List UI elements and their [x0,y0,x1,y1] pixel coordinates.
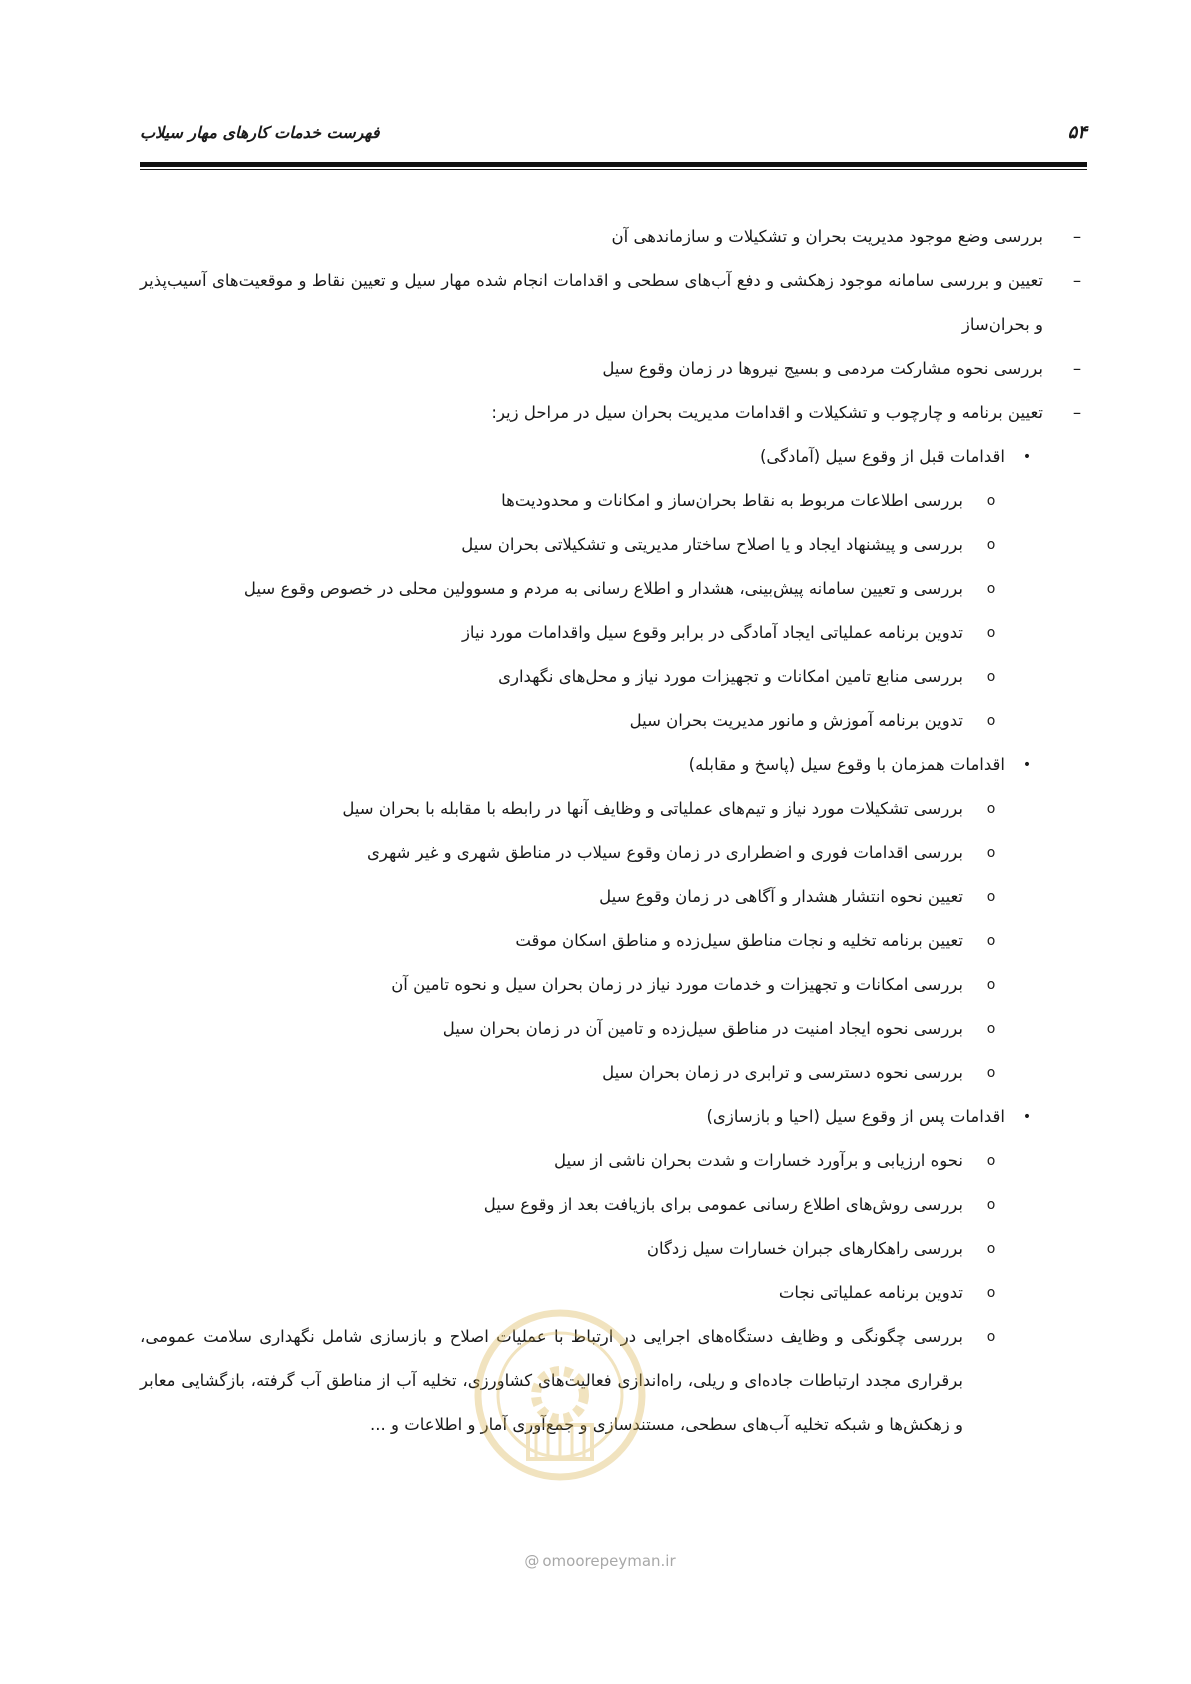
circle-marker: o [986,933,996,949]
circle-marker: o [986,625,996,641]
circle-marker: o [986,845,996,861]
dash-list-item [140,391,1087,435]
list-item-text: بررسی منابع تامین امکانات و تجهیزات مورد نیاز و محل‌های نگهداری [498,667,963,686]
circle-list-item [140,523,1087,567]
header-rule-thick [140,162,1087,167]
bullet-marker: • [1022,449,1032,465]
list-item-text: نحوه ارزیابی و برآورد خسارات و شدت بحران ناشی از سیل [554,1151,963,1170]
list-item-text: اقدامات قبل از وقوع سیل (آمادگی) [759,447,1005,466]
circle-list-item [140,1271,1087,1315]
circle-marker: o [986,537,996,553]
bullet-list-item [140,1095,1087,1139]
list-item-text: بررسی تشکیلات مورد نیاز و تیم‌های عملیاتی و وظایف آنها در رابطه با مقابله با بحران سیل [342,799,963,818]
circle-list-item [140,1051,1087,1095]
circle-list-item [140,1227,1087,1271]
circle-marker: o [986,1241,996,1257]
dash-marker: – [1072,359,1082,378]
list-item-text: تدوین برنامه آموزش و مانور مدیریت بحران سیل [629,711,963,730]
dash-list-item [140,347,1087,391]
list-item-text: تعیین نحوه انتشار هشدار و آگاهی در زمان وقوع سیل [599,887,963,906]
at-icon: @ [524,1552,540,1570]
list-item-text: بررسی و تعیین سامانه پیش‌بینی، هشدار و اطلاع رسانی به مردم و مسوولین محلی در خصوص وقوع سیل [243,579,963,598]
body-content [140,215,1087,1447]
list-item-text: بررسی نحوه ایجاد امنیت در مناطق سیل‌زده و تامین آن در زمان بحران سیل [442,1019,963,1038]
dash-list-item [140,215,1087,259]
circle-marker: o [986,493,996,509]
footer-website-text: omoorepeyman.ir [542,1552,676,1570]
circle-list-item [140,1183,1087,1227]
list-item-text: تعیین و بررسی سامانه موجود زهکشی و دفع آب‌های سطحی و اقدامات انجام شده مهار سیل و تعیین نقاط و موقعیت‌های آسیب‌پذیر و بحران‌ساز [140,271,1043,334]
circle-list-item [140,1315,1087,1447]
circle-list-item [140,963,1087,1007]
list-item-text: بررسی چگونگی و وظایف دستگاه‌های اجرایی در ارتباط با عملیات اصلاح و بازسازی شامل نگهداری سلامت عمومی، برقراری مجدد ارتباطات جاده‌ای و ریلی، راه‌اندازی فعالیت‌های کشاورزی، تخلیه آب از مناطق آب گرفته، بازگشایی معابر و زهکش‌ها و شبکه تخلیه آب‌های سطحی، مستندسازی و جمع‌آوری آمار و اطلاعات و ... [140,1327,963,1434]
circle-list-item [140,1139,1087,1183]
list-item-text: بررسی نحوه دسترسی و ترابری در زمان بحران سیل [602,1063,963,1082]
circle-marker: o [986,1021,996,1037]
circle-marker: o [986,1065,996,1081]
list-item-text: بررسی راهکارهای جبران خسارات سیل زدگان [646,1239,963,1258]
list-item-text: بررسی نحوه مشارکت مردمی و بسیج نیروها در زمان وقوع سیل [602,359,1043,378]
list-item-text: بررسی اقدامات فوری و اضطراری در زمان وقوع سیلاب در مناطق شهری و غیر شهری [366,843,963,862]
dash-marker: – [1072,403,1082,422]
circle-marker: o [986,581,996,597]
list-item-text: تدوین برنامه عملیاتی نجات [778,1283,963,1302]
dash-marker: – [1072,271,1082,290]
page-number: ۵۴ [1067,122,1087,143]
circle-marker: o [986,889,996,905]
list-item-text: تعیین برنامه تخلیه و نجات مناطق سیل‌زده و مناطق اسکان موقت [515,931,963,950]
bullet-list-item [140,743,1087,787]
circle-marker: o [986,977,996,993]
list-item-text: اقدامات همزمان با وقوع سیل (پاسخ و مقابله) [688,755,1005,774]
dash-marker: – [1072,227,1082,246]
list-item-text: تعیین برنامه و چارچوب و تشکیلات و اقدامات مدیریت بحران سیل در مراحل زیر: [491,403,1043,422]
dash-list-item [140,259,1087,347]
list-item-text: بررسی روش‌های اطلاع رسانی عمومی برای بازیافت بعد از وقوع سیل [483,1195,963,1214]
circle-marker: o [986,669,996,685]
list-item-text: بررسی امکانات و تجهیزات و خدمات مورد نیاز در زمان بحران سیل و نحوه تامین آن [391,975,963,994]
circle-list-item [140,919,1087,963]
circle-list-item [140,655,1087,699]
circle-list-item [140,567,1087,611]
circle-list-item [140,831,1087,875]
circle-marker: o [986,1329,996,1345]
circle-marker: o [986,713,996,729]
page-header [140,122,1087,143]
list-item-text: اقدامات پس از وقوع سیل (احیا و بازسازی) [706,1107,1005,1126]
circle-marker: o [986,801,996,817]
circle-list-item [140,1007,1087,1051]
bullet-marker: • [1022,757,1032,773]
circle-list-item [140,787,1087,831]
circle-marker: o [986,1197,996,1213]
bullet-marker: • [1022,1109,1032,1125]
circle-marker: o [986,1285,996,1301]
header-title: فهرست خدمات کارهای مهار سیلاب [140,123,380,142]
circle-list-item [140,875,1087,919]
bullet-list-item [140,435,1087,479]
header-rule-thin [140,169,1087,170]
circle-list-item [140,699,1087,743]
list-item-text: بررسی وضع موجود مدیریت بحران و تشکیلات و سازماندهی آن [611,227,1043,246]
circle-list-item [140,479,1087,523]
circle-list-item [140,611,1087,655]
circle-marker: o [986,1153,996,1169]
list-item-text: بررسی اطلاعات مربوط به نقاط بحران‌ساز و امکانات و محدودیت‌ها [501,491,963,510]
list-item-text: تدوین برنامه عملیاتی ایجاد آمادگی در برابر وقوع سیل واقدامات مورد نیاز [461,623,963,642]
footer-website [500,1552,700,1570]
list-item-text: بررسی و پیشنهاد ایجاد و یا اصلاح ساختار مدیریتی و تشکیلاتی بحران سیل [461,535,963,554]
